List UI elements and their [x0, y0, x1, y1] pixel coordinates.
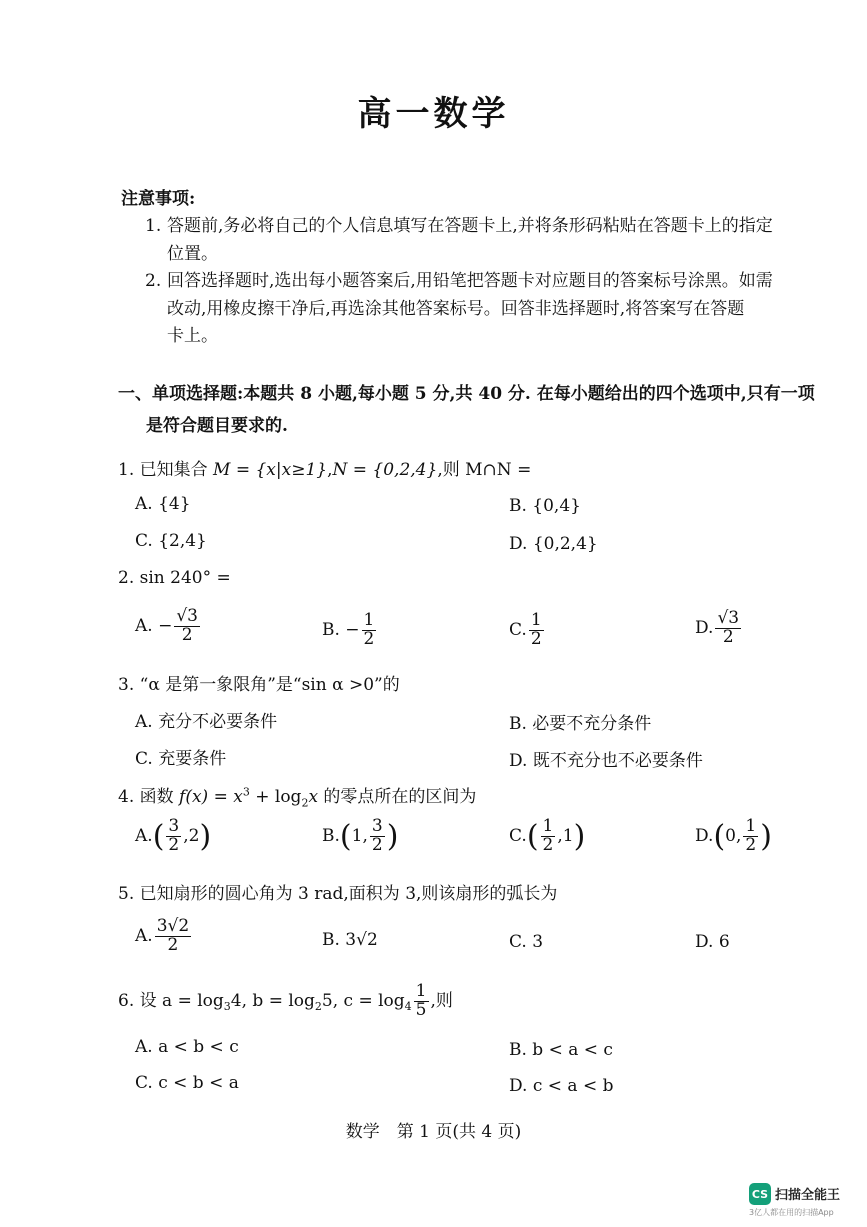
q2-b-numerator: 1: [363, 610, 375, 630]
question-4-stem: [118, 782, 476, 809]
q4-stem-prefix: 4. 函数: [118, 787, 180, 807]
q2-d-numerator: √3: [717, 608, 740, 628]
q4-a-label: A.: [135, 825, 153, 846]
note-1-line-1: 答题前,务必将自己的个人信息填写在答题卡上,并将条形码粘贴在答题卡上的指定: [167, 216, 773, 236]
q2-a-label: A. −: [135, 615, 173, 636]
q6-stem-a: 6. 设 a = log: [118, 990, 224, 1011]
q5-a-fraction: [155, 918, 191, 955]
q4-d-right-paren: ): [760, 818, 772, 854]
q4-b-fraction: [370, 818, 385, 855]
q6-stem-suffix: ,则: [430, 990, 453, 1011]
page-footer: 数学 第 1 页(共 4 页): [345, 1122, 522, 1142]
section-1-line-1: 一、单项选择题:本题共 8 小题,每小题 5 分,共 40 分. 在每小题给出的四个选项中,只有一项: [118, 384, 815, 404]
q2-option-a: [135, 608, 202, 645]
q4-b-numerator: 3: [371, 816, 383, 836]
q2-a-numerator: √3: [176, 606, 198, 626]
q6-arg-a: 4: [230, 990, 242, 1011]
q4-c-rest: ,1: [557, 825, 574, 846]
q6-c-numerator: 1: [415, 981, 427, 1001]
q4-b-label: B.: [322, 825, 340, 846]
q6-option-c: C. c < b < a: [135, 1073, 239, 1093]
q1-option-a: A. {4}: [135, 494, 191, 514]
q2-c-denominator: 2: [530, 628, 542, 649]
q2-b-denominator: 2: [363, 628, 375, 649]
question-2-stem: 2. sin 240° =: [118, 568, 231, 588]
note-1-line-2: 位置。: [167, 243, 218, 264]
q6-stem-c: , c = log: [332, 990, 405, 1011]
q4-option-b: [322, 818, 398, 855]
q4-d-label: D.: [695, 825, 714, 846]
question-3-stem: 3. “α 是第一象限角”是“sin α >0”的: [118, 675, 400, 695]
q1-set-n: N = {0,2,4}: [332, 460, 438, 480]
q5-option-a: [135, 918, 193, 955]
q6-option-a: A. a < b < c: [135, 1037, 239, 1057]
q2-d-denominator: 2: [722, 626, 734, 647]
q2-a-fraction: [174, 608, 200, 645]
watermark-app-name: 扫描全能王: [775, 1188, 841, 1203]
q4-log: + log: [249, 787, 302, 807]
q2-d-fraction: [715, 610, 741, 647]
q2-b-label: B. −: [322, 619, 360, 640]
q4-b-right-paren: ): [386, 818, 399, 854]
q6-base-b: 2: [314, 1000, 322, 1014]
q5-a-numerator: 3√2: [156, 916, 190, 936]
q4-d-denominator: 2: [745, 834, 757, 855]
q1-stem-prefix: 1. 已知集合: [118, 460, 214, 480]
q4-c-label: C.: [509, 825, 527, 846]
q6-base-a: 3: [223, 1000, 231, 1014]
q3-option-b: B. 必要不充分条件: [509, 714, 652, 734]
q4-a-denominator: 2: [168, 834, 180, 855]
q4-c-numerator: 1: [542, 816, 554, 836]
q2-d-label: D.: [695, 617, 714, 638]
q4-option-d: [695, 818, 772, 855]
note-2-line-2: 改动,用橡皮擦干净后,再选涂其他答案标号。回答非选择题时,将答案写在答题: [167, 298, 745, 319]
q6-base-c: 4: [404, 1000, 412, 1014]
q1-option-c: C. {2,4}: [135, 531, 207, 551]
q4-c-left-paren: (: [526, 818, 539, 854]
camscanner-logo-icon: CS: [749, 1183, 771, 1205]
q6-arg-b: 5: [321, 990, 333, 1011]
scanner-watermark: [749, 1183, 861, 1219]
q2-c-fraction: [529, 612, 544, 649]
note-item-1: [145, 213, 835, 268]
q3-option-d: D. 既不充分也不必要条件: [509, 751, 703, 771]
note-2-line-1: 回答选择题时,选出每小题答案后,用铅笔把答题卡对应题目的答案标号涂黑。如需: [167, 271, 773, 291]
q1-option-b: B. {0,4}: [509, 496, 581, 516]
q2-option-c: [509, 612, 546, 649]
q4-log-base: 2: [301, 796, 309, 810]
notes-heading: 注意事项:: [121, 189, 196, 209]
q4-d-numerator: 1: [745, 816, 757, 836]
q2-option-d: [695, 610, 743, 647]
q1-set-m: M = {x|x≥1}: [213, 460, 328, 480]
q3-option-a: A. 充分不必要条件: [135, 712, 278, 732]
q4-a-right-paren: ): [199, 818, 212, 854]
question-1-stem: [118, 455, 531, 480]
note-item-2: [145, 268, 835, 351]
q2-option-b: [322, 612, 378, 649]
q2-c-numerator: 1: [530, 610, 542, 630]
q4-a-rest: ,2: [183, 825, 200, 846]
q1-option-d: D. {0,2,4}: [509, 534, 598, 554]
q2-c-label: C.: [509, 619, 527, 640]
q4-option-a: [135, 818, 211, 855]
question-6-stem: [118, 983, 453, 1020]
q1-stem-suffix: ,则 M∩N =: [437, 460, 532, 480]
q4-d-left-paren: (: [713, 818, 726, 854]
q4-variable: x: [308, 787, 319, 807]
note-2-number: 2.: [145, 271, 162, 291]
q6-stem-b: , b = log: [241, 990, 315, 1011]
q4-c-denominator: 2: [542, 834, 554, 855]
q4-d-first: 0,: [725, 825, 742, 846]
q4-b-left-paren: (: [339, 818, 352, 854]
q5-option-c: C. 3: [509, 932, 544, 952]
q2-a-denominator: 2: [181, 624, 193, 645]
q6-option-d: D. c < a < b: [509, 1076, 614, 1096]
q4-function: f(x) = x: [179, 787, 243, 807]
q4-a-left-paren: (: [152, 818, 165, 854]
q4-d-fraction: [743, 818, 758, 855]
watermark-tagline: 3亿人都在用的扫描App: [749, 1208, 834, 1217]
q4-option-c: [509, 818, 585, 855]
note-2-line-3: 卡上。: [167, 326, 218, 346]
q6-option-b: B. b < a < c: [509, 1040, 613, 1060]
q4-c-fraction: [541, 818, 556, 855]
q4-a-numerator: 3: [168, 816, 180, 836]
q4-c-right-paren: ): [573, 818, 586, 854]
q5-option-d: D. 6: [695, 932, 730, 952]
section-1-heading: [118, 378, 836, 442]
q5-option-b: B. 3√2: [322, 930, 378, 950]
page-title: 高一数学: [357, 94, 510, 134]
section-1-line-2: 是符合题目要求的.: [146, 416, 288, 436]
note-1-number: 1.: [145, 216, 162, 236]
q4-exponent: 3: [242, 785, 250, 799]
q4-stem-suffix: 的零点所在的区间为: [318, 787, 477, 807]
q5-a-label: A.: [135, 925, 153, 946]
q5-a-denominator: 2: [167, 934, 179, 955]
q3-option-c: C. 充要条件: [135, 749, 227, 769]
q4-a-fraction: [166, 818, 181, 855]
q4-b-denominator: 2: [371, 834, 383, 855]
q1-comma: ,: [327, 460, 333, 480]
q6-c-denominator: 5: [415, 999, 427, 1020]
q4-b-first: 1,: [351, 825, 368, 846]
question-5-stem: 5. 已知扇形的圆心角为 3 rad,面积为 3,则该扇形的弧长为: [118, 884, 558, 904]
q6-c-fraction: [414, 983, 429, 1020]
q2-b-fraction: [362, 612, 377, 649]
